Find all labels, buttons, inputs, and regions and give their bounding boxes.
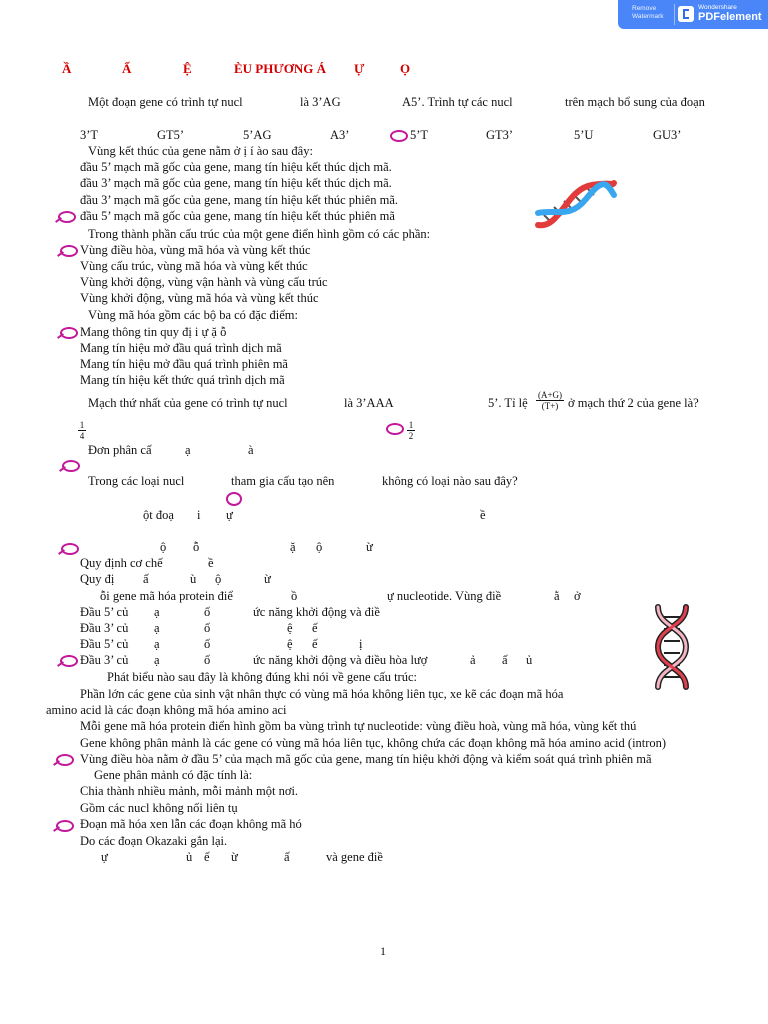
watermark-divider xyxy=(674,4,675,25)
answer-mark xyxy=(226,492,242,506)
option: Chia thành nhiều mảnh, mỗi mảnh một nơi. xyxy=(80,784,299,798)
option: Vùng khởi động, vùng vận hành và vùng cấu trúc xyxy=(80,275,328,289)
option: Gồm các nucl không nối liên tụ xyxy=(80,801,238,815)
answer-mark xyxy=(60,655,78,667)
dna-helix-icon xyxy=(652,603,692,691)
option: Do các đoạn Okazaki gắn lại. xyxy=(80,834,228,848)
wondershare-label: Wondershare xyxy=(698,4,737,11)
answer-mark xyxy=(61,543,79,555)
answer-mark xyxy=(60,327,78,339)
option: Vùng khởi động, vùng mã hóa và vùng kết thúc xyxy=(80,291,319,305)
answer-mark xyxy=(58,211,76,223)
option: Mang tín hiệu mở đầu quá trình dịch mã xyxy=(80,341,282,355)
option: Đoạn mã hóa xen lẫn các đoạn không mã hó xyxy=(80,817,302,831)
pdfelement-label: PDFelement xyxy=(698,11,762,23)
pdfelement-logo-icon xyxy=(678,6,694,22)
option: đầu 3’ mạch mã gốc của gene, mang tín hiệu kết thúc dịch mã. xyxy=(80,176,392,190)
option: đầu 5’ mạch mã gốc của gene, mang tín hiệu kết thúc phiên mã xyxy=(80,209,395,223)
option-fraction: $\frac{1}{4}$ xyxy=(79,420,85,441)
option: Mang tín hiệu mở đầu quá trình phiên mã xyxy=(80,357,288,371)
option: đầu 5’ mạch mã gốc của gene, mang tín hiệu kết thúc dịch mã. xyxy=(80,160,392,174)
answer-mark xyxy=(386,423,404,435)
pdfelement-watermark[interactable] xyxy=(618,0,768,29)
answer-mark xyxy=(390,130,408,142)
option: Mang tín hiệu kết thức quá trình dịch mã xyxy=(80,373,285,387)
dna-helix-icon xyxy=(530,175,620,235)
option-fraction: $\frac{1}{2}$ xyxy=(408,420,414,441)
remove-watermark-label[interactable]: Remove Watermark xyxy=(632,5,664,20)
option: đầu 3’ mạch mã gốc của gene, mang tín hiệu kết thúc phiên mã. xyxy=(80,193,399,207)
option: Vùng điều hòa, vùng mã hóa và vùng kết thúc xyxy=(80,243,311,257)
ratio-fraction: $\frac{(A+G)}{(T+)}$ xyxy=(537,390,563,411)
answer-mark xyxy=(62,460,80,472)
option: Mang thông tin quy đị i ự ặ ỗ xyxy=(80,325,227,339)
answer-mark xyxy=(56,754,74,766)
option: Vùng cấu trúc, vùng mã hóa và vùng kết thúc xyxy=(80,259,308,273)
answer-mark xyxy=(60,245,78,257)
answer-mark xyxy=(56,820,74,832)
page-number: 1 xyxy=(380,944,386,958)
